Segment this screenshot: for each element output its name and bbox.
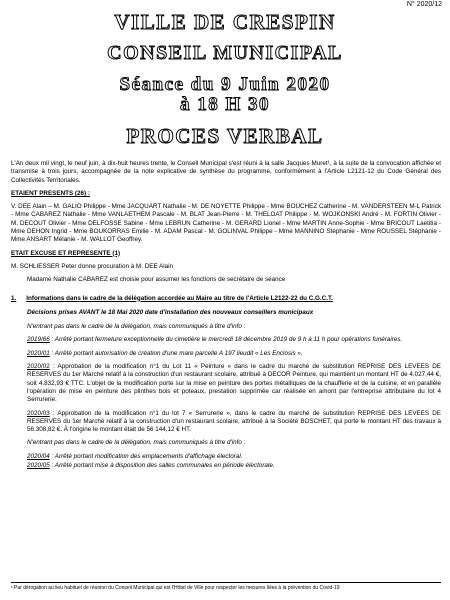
decision-number: 2020/03: [27, 409, 50, 417]
document-body: [11, 160, 441, 475]
session-time: à 18 H 30: [179, 93, 271, 115]
footnote: ¹ Par dérogation au lieu habituel de réunion du Conseil Municipal qui est l'Hôtel de Ville pour respecter les mesures liées à la prévention du Covid-19: [11, 582, 441, 591]
excused-list: M. SCHLIESSER Peter donne procuration à M. DEE Alain: [11, 262, 174, 270]
arrete-text: : Arrêté portant fermeture exceptionnelle du cimetière le mercredi 18 décembre 2019 de 9 h à 11 h pour opérations funéraires.: [49, 336, 403, 344]
arrete-item: [27, 336, 441, 344]
info-note: N'entrant pas dans le cadre de la délégation, mais communiqués à titre d'info :: [27, 439, 246, 447]
session-title: [0, 75, 450, 115]
arrete-number: 2019/66: [27, 336, 50, 344]
intro-paragraph: L'An deux mil vingt, le neuf juin, à dix-huit heures trente, le Conseil Municipal s'est réuni à la salle Jacques Muret¹, à la suite de la convocation affichée et transmise à trois jours, accompagnée de la note explicative de synthèse du programme, conformément à l'Article L2121-12 du Code Général des Collectivités Territoriales.: [11, 160, 441, 184]
section-title: Informations dans le cadre de la délégation accordée au Maire au titre de l'Article L2122-22 du C.G.C.T.: [26, 294, 333, 302]
info-note: N'entrant pas dans le cadre de la délégation, mais communiqués à titre d'info :: [27, 323, 246, 331]
arrete-number: 2020/05: [27, 462, 50, 470]
decision-text: : Approbation de la modification n°1 du lot 7 « Serrurerie », dans le cadre du marché de substitution REPRISE DES LEVEES DE RESERVES du 1er Marché relatif à la construction d'un restaurant scolaire, attribué à la Société BOSCHET, qui porte le montant HT des travaux à 56.308,82 €. À l'origine le montant était de 56 144,12 € HT.: [27, 409, 441, 434]
town-title: VILLE DE CRESPIN: [114, 10, 336, 34]
decisions-heading: Décisions prises AVANT le 18 Mai 2020 date d'installation des nouveaux conseillers municipaux: [27, 308, 314, 316]
arrete-number: 2020/04: [27, 452, 50, 460]
minutes-title: PROCES VERBAL: [126, 124, 324, 148]
arrete-item: [27, 350, 441, 358]
council-title: CONSEIL MUNICIPAL: [107, 42, 343, 64]
arrete-item: [27, 462, 441, 470]
decisions-block: [27, 323, 441, 470]
secretary-note: Madame Nathalie CABAREZ est choisie pour assumer les fonctions de secrétaire de séance: [27, 276, 286, 284]
present-list: V. DEE Alain – M. GALIO Philippe - Mme JACQUART Nathalie - M. DE NOYETTE Philippe - Mme BOUCHEZ Catherine - M. VANDERSTEEN M-L Patrick - Mme CABAREZ Nathalie - Mme VANLAETHEM Pascale - M. BLAT Jean-Pierre - M. THELOAT Philippe - M. WOJKONSKI André - M. FORTIN Olivier - M. DECOUT Olivier - Mme DELFOSSE Sabine - Mme LEBRUN Catherine - M. GERARD Lionel - Mme MARTIN Anne-Sophie - Mme BRICOUT Laetitia - Mme DEHON Ingrid - Mme BOUKORRAS Emilie - M. ADAM Pascal - M. GOLINVAL Philippe - Mme MANNINO Stéphanie - Mme ROUSSEL Stéphanie - Mme ANSART Mélanie - M. WALLOT Geoffrey.: [11, 203, 441, 244]
arrete-text: : Arrêté portant autorisation de création d'une mare parcelle A 197 lieudit « Les Enclosis ».: [49, 349, 303, 357]
section-number: 1.: [11, 294, 17, 302]
document-reference: N° 2020/12: [406, 1, 442, 8]
decision-item: [27, 363, 441, 404]
decision-number: 2020/02: [27, 363, 50, 371]
decision-text: : Approbation de la modification n°1 du Lot 11 « Peinture » dans le cadre du marché de substitution REPRISE DES LEVEES DE RESERVES du 1er Marché relatif à la construction d'un restaurant scolaire, attribué à DECOR Peinture, qui maintient un montant HT de 4.027,44 €, soit 4.832,93 € TTC. L'objet de la modification porte sur la mise en peinture des portes métalliques de la chaufferie et de la cuisine, et en parallèle l'opération de mise en peinture des plinthes bois et poteaux, prestation supprimée car réalisée en amont par l'entreprise attributaire du lot 4 Serrurerie.: [27, 363, 441, 404]
arrete-item: [27, 453, 441, 461]
session-date: Séance du 9 Juin 2020: [119, 74, 331, 95]
present-heading: ETAIENT PRESENTS (26) :: [11, 189, 90, 197]
section-heading: [11, 295, 441, 303]
arrete-number: 2020/01: [27, 349, 50, 357]
arrete-text: : Arrêté portant modification des emplacements d'affichage électoral.: [49, 452, 243, 460]
excused-heading: ETAIT EXCUSE ET REPRESENTE (1): [11, 249, 121, 257]
arrete-text: : Arrêté portant mise à disposition des salles communales en période électorale.: [49, 462, 275, 470]
decision-item: [27, 410, 441, 435]
